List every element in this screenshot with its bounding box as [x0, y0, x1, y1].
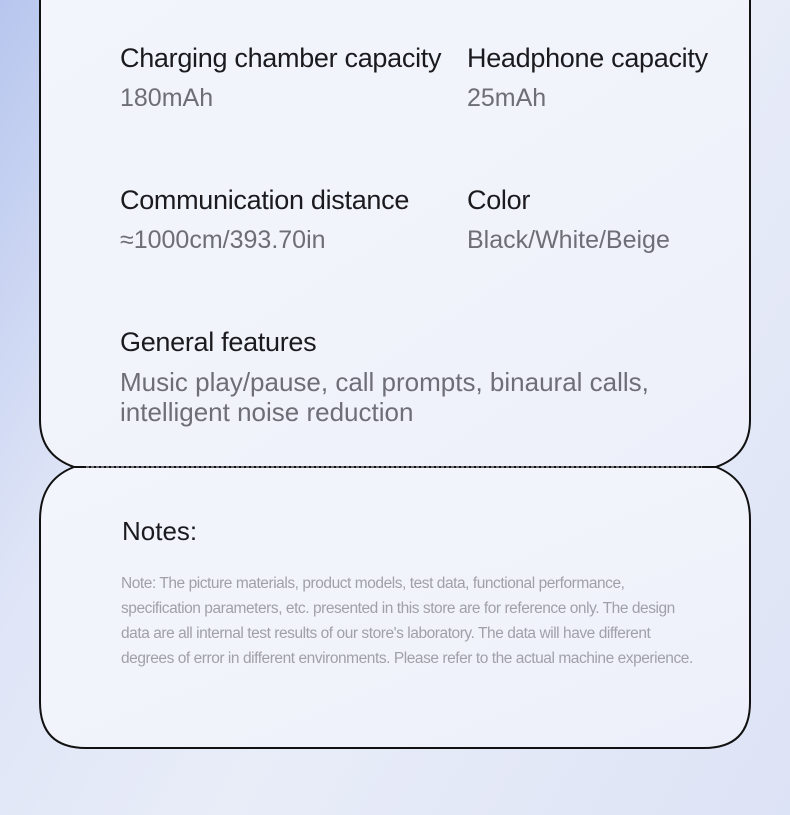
spec-value: 25mAh: [467, 84, 547, 112]
spec-value: ≈1000cm/393.70in: [120, 226, 326, 254]
spec-value: 180mAh: [120, 84, 214, 112]
spec-headphone-capacity: [467, 42, 708, 113]
spec-title: Headphone capacity: [467, 43, 708, 73]
spec-title: Charging chamber capacity: [120, 43, 442, 73]
notes-body: Note: The picture materials, product models, test data, functional performance, specification parameters, etc. presented in this store are for reference only. The design data are all internal test results of our store's laboratory. The data will have different degrees of error in different environments. Please refer to the actual machine experience.: [121, 575, 693, 667]
spec-communication-distance: [120, 184, 409, 255]
spec-general-features: [120, 326, 710, 427]
spec-title: Communication distance: [120, 185, 410, 215]
spec-value: Music play/pause, call prompts, binaural calls, intelligent noise reduction: [120, 367, 649, 427]
spec-value: Black/White/Beige: [467, 226, 670, 254]
notes-title: Notes:: [122, 516, 198, 546]
spec-charging-chamber: [120, 42, 441, 113]
spec-title: Color: [467, 185, 531, 215]
spec-color: [467, 184, 670, 255]
spec-title: General features: [120, 327, 317, 357]
